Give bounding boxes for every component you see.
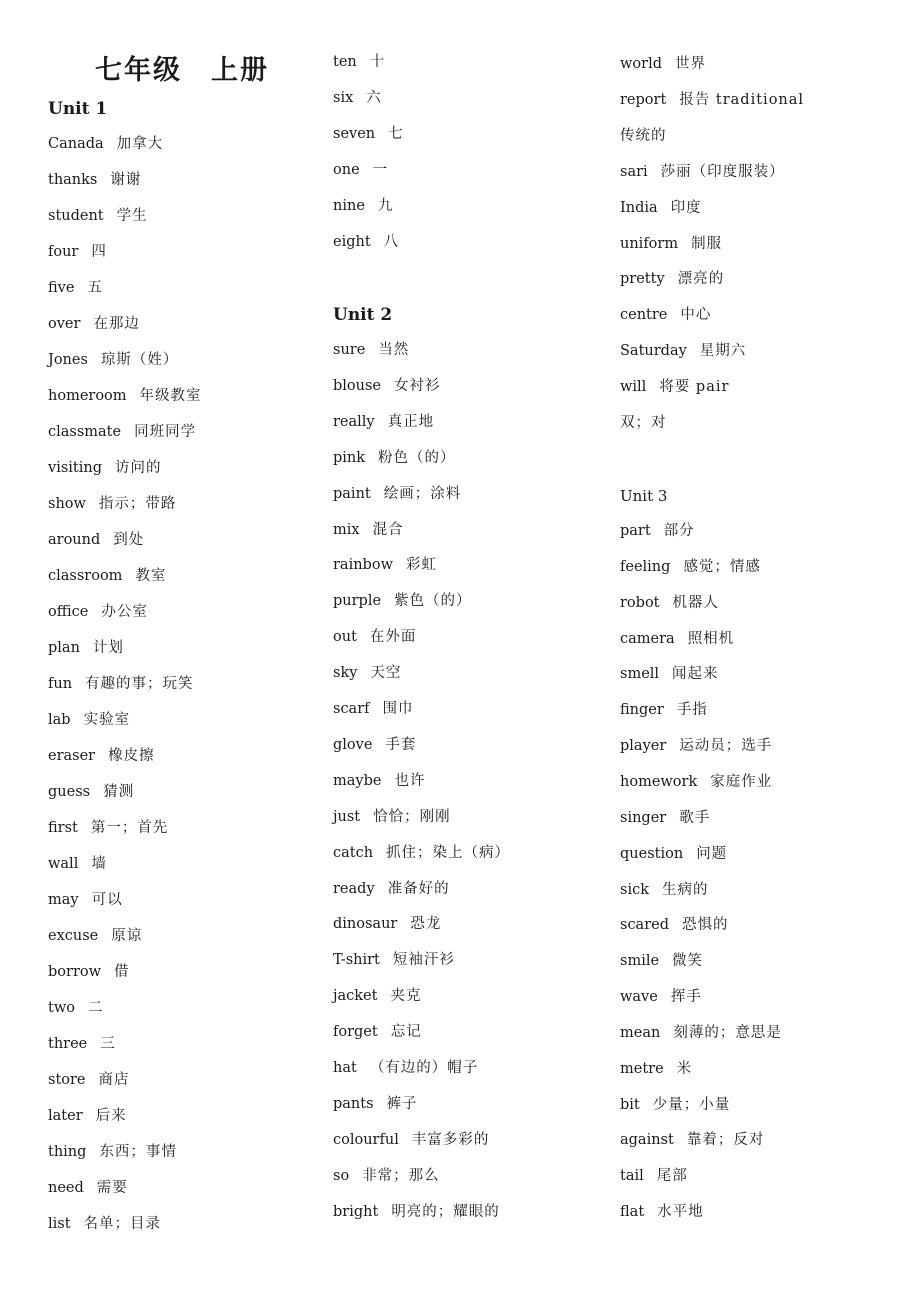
vocab-entry [333,843,510,863]
vocab-entry [333,520,404,540]
vocab-word: homeroom [48,388,127,404]
vocab-entry [620,1202,704,1222]
vocab-word: sure [333,342,366,358]
vocab-meaning: 后来 [95,1108,127,1124]
vocab-entry [333,591,472,611]
vocab-entry [333,555,437,575]
vocab-word: hat [333,1060,357,1076]
vocab-entry [48,566,166,586]
vocab-meaning: 闻起来 [672,666,719,683]
vocab-word: smell [620,666,660,683]
vocab-word: office [48,604,89,620]
vocab-entry [48,926,142,946]
vocab-meaning: 学生 [116,208,148,224]
vocab-word: eight [333,234,371,250]
vocab-word: mean [620,1024,661,1041]
vocab-word: around [48,532,101,548]
vocab-meaning: 加拿大 [116,136,164,152]
vocab-entry [620,951,703,971]
vocab-meaning: 九 [377,198,394,214]
vocab-word: store [48,1072,86,1088]
vocab-entry [333,376,441,396]
vocab-entry [620,987,702,1007]
vocab-entry [48,494,176,514]
vocab-meaning: 可以 [91,892,123,908]
vocab-entry [333,52,385,72]
vocab-entry [48,1178,128,1198]
vocab-entry [620,305,711,325]
vocab-meaning: 有趣的事；玩笑 [85,676,194,692]
vocab-entry [620,1023,782,1043]
vocab-word: fun [48,676,73,692]
vocab-word: colourful [333,1131,399,1148]
vocab-meaning: 商店 [98,1072,130,1088]
vocab-meaning: 手指 [676,702,708,719]
vocab-entry [333,1166,440,1186]
vocab-word: guess [48,784,91,800]
vocab-meaning: 当然 [378,342,410,358]
vocab-meaning: 问题 [696,845,728,862]
vocab-word: lab [48,712,71,728]
vocab-meaning: 忘记 [390,1024,422,1041]
vocab-meaning: 感觉；情感 [683,558,761,575]
vocab-meaning: 准备好的 [387,880,450,897]
vocab-entry [620,915,729,935]
vocab-word: catch [333,844,374,861]
vocab-word: wave [620,989,658,1006]
vocab-entry [333,807,451,827]
vocab-word: show [48,496,86,512]
vocab-word: part [620,523,651,539]
vocab-word: centre [620,307,668,324]
vocab-word: jacket [333,988,378,1005]
vocab-entry [333,1130,489,1150]
vocab-entry [620,1166,688,1186]
vocab-meaning: 也许 [394,772,426,789]
vocab-meaning: 围巾 [382,701,414,717]
vocab-entry [333,735,416,755]
vocab-meaning: 六 [366,90,382,106]
vocab-word: pretty [620,271,665,288]
vocab-meaning: 真正地 [387,413,435,430]
vocab-entry [620,341,746,361]
vocab-word: report [620,91,667,108]
vocab-meaning: 生病的 [662,881,709,898]
vocab-word: thanks [48,172,98,188]
vocab-meaning: 粉色（的） [378,449,456,466]
vocab-word: uniform [620,235,679,252]
vocab-meaning: 东西；事情 [99,1144,177,1160]
vocab-word: out [333,629,357,646]
vocab-meaning: 恰恰；刚刚 [373,808,451,825]
vocab-meaning: （有边的）帽子 [369,1060,479,1076]
vocab-entry [48,818,168,838]
vocab-word: robot [620,594,660,611]
vocab-meaning: 中心 [680,307,712,324]
vocab-entry [620,1130,764,1150]
vocab-entry [48,242,107,262]
vocab-word: four [48,244,79,260]
vocab-meaning: 到处 [113,532,145,548]
vocab-word: scared [620,917,670,934]
vocab-meaning: 同班同学 [134,424,197,440]
vocab-entry [48,1034,116,1054]
vocab-word: later [48,1108,83,1124]
vocab-entry [620,234,722,254]
vocab-meaning: 四 [91,244,107,260]
vocab-meaning: 歌手 [679,809,711,826]
vocab-word: Saturday [620,343,687,360]
vocab-entry [620,700,708,720]
vocab-entry [48,710,130,730]
vocab-meaning: 年级教室 [139,388,202,404]
vocab-word: may [48,892,79,908]
vocab-word: world [620,56,662,72]
vocab-word: Canada [48,136,104,152]
vocab-entry [333,879,450,899]
vocab-word: sick [620,881,649,898]
vocab-meaning: 照相机 [687,630,735,647]
vocab-entry [333,771,425,791]
vocab-word: two [48,1000,75,1016]
vocab-meaning: 双；对 [620,415,667,431]
vocab-entry [620,736,772,756]
page-title: 七年级 上册 [95,55,269,86]
vocab-word: pants [333,1095,374,1112]
vocab-word: purple [333,593,382,610]
vocab-word: India [620,199,658,216]
vocab-meaning: 教室 [135,568,167,584]
vocab-meaning: 莎丽（印度服装） [660,163,785,180]
vocab-meaning: 橡皮擦 [108,748,155,764]
vocab-entry [48,1070,130,1090]
vocab-entry [48,962,130,982]
vocab-meaning: 一 [372,162,389,178]
vocab-entry [48,350,178,370]
vocab-entry [48,890,123,910]
vocab-meaning: 刻薄的；意思是 [673,1024,782,1041]
vocab-entry [333,88,382,108]
vocab-meaning: 绘画；涂料 [383,485,462,502]
vocab-word: pink [333,449,366,466]
vocab-meaning: 在那边 [93,316,140,332]
unit-2-heading: Unit 2 [333,305,393,325]
vocab-word: thing [48,1144,87,1160]
vocab-meaning: 家庭作业 [710,773,773,790]
vocab-meaning: 水平地 [657,1204,704,1221]
vocab-word: plan [48,640,80,656]
vocab-word: blouse [333,377,382,394]
vocab-meaning: 彩虹 [405,557,437,574]
vocab-word: glove [333,736,373,753]
vocab-meaning: 十 [369,54,386,70]
vocab-word: six [333,90,354,106]
vocab-meaning: 谢谢 [110,172,142,188]
vocab-entry [620,126,667,146]
vocab-entry [620,54,706,74]
vocab-meaning: 挥手 [670,989,702,1006]
vocab-word: question [620,845,684,862]
vocab-entry [48,458,162,478]
vocab-entry [48,998,103,1018]
vocab-entry [620,772,772,792]
vocab-meaning: 明亮的；耀眼的 [391,1203,500,1220]
vocab-meaning: 印度 [670,199,702,216]
vocab-entry [48,782,134,802]
vocab-word: ready [333,880,375,897]
vocab-word: mix [333,521,360,538]
vocab-entry [48,206,148,226]
vocab-meaning: 五 [87,280,103,296]
vocab-word: just [333,808,361,825]
vocab-meaning: 访问的 [115,460,162,476]
vocab-entry [333,340,409,360]
vocab-meaning: 指示；带路 [98,496,177,512]
vocab-meaning: 制服 [691,235,723,252]
vocab-meaning: 机器人 [672,594,719,611]
vocab-meaning: 微笑 [672,953,704,970]
vocab-meaning: 传统的 [620,127,667,144]
vocab-entry [333,1022,422,1042]
vocab-entry [48,1214,161,1234]
vocab-entry [333,914,441,934]
vocab-word: ten [333,54,357,70]
vocab-word: smile [620,953,660,970]
vocab-meaning: 靠着；反对 [686,1132,765,1149]
vocab-word: visiting [48,460,102,476]
unit-1-heading: Unit 1 [48,99,108,119]
vocab-entry [333,663,401,683]
vocab-word: tail [620,1168,644,1185]
vocab-word: seven [333,126,376,142]
vocab-entry [620,1059,692,1079]
vocab-entry [620,162,785,182]
vocab-entry [333,1058,478,1078]
vocab-word: nine [333,198,365,214]
vocab-meaning: 世界 [675,56,706,72]
vocab-entry [333,160,388,180]
vocab-entry [333,412,434,432]
vocab-meaning: 少量；小量 [652,1096,731,1113]
vocab-entry [333,1094,418,1114]
vocab-entry [333,950,455,970]
vocab-entry [48,170,141,190]
vocab-meaning: 非常；那么 [362,1167,440,1184]
vocab-word: over [48,316,81,332]
vocab-entry [620,808,710,828]
vocab-meaning: 计划 [92,640,124,656]
vocab-word: scarf [333,701,370,717]
vocab-word: need [48,1180,84,1196]
vocab-word: dinosaur [333,916,398,933]
vocab-meaning: 七 [388,126,404,142]
vocab-word: wall [48,856,79,872]
vocab-meaning: 丰富多彩的 [411,1131,490,1148]
vocab-word: classroom [48,568,123,584]
vocab-entry [48,638,124,658]
vocab-word: feeling [620,558,671,575]
vocab-entry [620,844,727,864]
vocab-meaning: 二 [87,1000,104,1016]
vocab-entry [48,134,163,154]
vocab-word: eraser [48,748,96,764]
vocab-entry [620,557,761,577]
vocab-entry [48,314,140,334]
vocab-meaning: 琼斯（姓） [100,352,179,368]
vocab-entry [333,986,421,1006]
vocab-entry [620,593,719,613]
vocab-entry [48,278,103,298]
vocab-word: bright [333,1203,379,1220]
vocab-meaning: 三 [100,1036,116,1052]
vocab-word: so [333,1167,350,1184]
vocab-meaning: 短袖汗衫 [392,952,455,969]
vocab-word: player [620,738,667,755]
vocab-word: first [48,820,78,836]
vocab-word: excuse [48,928,99,944]
vocab-word: maybe [333,772,382,789]
vocab-word: against [620,1132,674,1149]
vocab-meaning: 第一；首先 [90,820,169,836]
vocab-word: borrow [48,964,102,980]
vocab-entry [333,124,404,144]
vocab-word: three [48,1036,88,1052]
vocab-word: student [48,208,104,224]
vocab-entry [48,674,194,694]
vocab-word: homework [620,773,698,790]
vocab-entry [620,269,724,289]
vocab-word: list [48,1216,71,1232]
vocab-meaning: 部分 [663,523,695,539]
vocab-entry [333,196,393,216]
vocab-entry [620,90,804,110]
vocab-meaning: 将要 pair [659,379,730,396]
vocab-meaning: 报告 traditional [679,91,805,108]
vocab-meaning: 八 [383,234,400,250]
vocab-entry [48,854,107,874]
vocab-meaning: 在外面 [369,629,417,646]
unit-3-heading: Unit 3 [620,487,668,505]
vocab-meaning: 抓住；染上（病） [386,844,511,861]
vocab-meaning: 紫色（的） [394,593,472,610]
vocab-word: singer [620,809,667,826]
vocab-meaning: 猜测 [103,784,135,800]
vocab-meaning: 夹克 [390,988,422,1005]
vocab-word: bit [620,1096,640,1113]
vocab-entry [620,377,729,397]
vocab-meaning: 尾部 [656,1168,688,1185]
vocab-word: five [48,280,75,296]
vocab-meaning: 米 [676,1060,693,1077]
vocab-meaning: 需要 [96,1180,128,1196]
vocab-word: finger [620,702,664,719]
vocab-word: sari [620,163,648,180]
vocab-meaning: 运动员；选手 [679,738,773,755]
vocab-entry [333,627,416,647]
vocab-word: one [333,162,360,178]
vocab-word: classmate [48,424,122,440]
vocab-entry [620,664,719,684]
vocab-meaning: 混合 [372,521,404,538]
vocab-entry [48,1142,177,1162]
vocab-word: rainbow [333,557,393,574]
vocab-entry [333,1202,500,1222]
vocab-entry [620,629,734,649]
vocab-meaning: 恐龙 [410,916,442,933]
vocab-entry [620,880,709,900]
vocab-word: metre [620,1060,664,1077]
vocab-word: will [620,379,647,396]
vocab-meaning: 星期六 [699,343,747,360]
vocab-entry [48,422,196,442]
vocab-entry [48,1106,127,1126]
vocab-word: really [333,413,375,430]
vocab-entry [333,484,461,504]
vocab-entry [620,1095,730,1115]
vocab-word: sky [333,665,358,682]
vocab-entry [620,521,695,541]
vocab-word: camera [620,630,675,647]
vocab-entry [333,448,456,468]
vocab-word: forget [333,1024,378,1041]
vocab-meaning: 手套 [385,736,417,753]
vocab-meaning: 实验室 [83,712,131,728]
vocab-word: Jones [48,352,88,368]
vocab-entry [48,746,155,766]
vocab-meaning: 漂亮的 [677,271,725,288]
vocab-word: flat [620,1204,645,1221]
vocab-meaning: 名单；目录 [83,1216,162,1232]
vocab-entry [48,602,148,622]
vocab-meaning: 借 [114,964,130,980]
vocab-meaning: 天空 [370,665,402,682]
vocab-meaning: 恐惧的 [682,917,729,934]
vocab-entry [48,386,202,406]
vocab-meaning: 裤子 [386,1095,418,1112]
vocab-entry [333,232,399,252]
vocab-entry [620,413,667,433]
vocab-meaning: 女衬衫 [394,377,441,394]
vocab-meaning: 办公室 [101,604,148,620]
vocab-meaning: 墙 [91,856,107,872]
vocab-entry [620,198,702,218]
vocab-entry [333,699,414,719]
vocab-word: paint [333,485,371,502]
vocab-entry [48,530,144,550]
vocab-word: T-shirt [333,952,380,969]
vocab-meaning: 原谅 [111,928,143,944]
